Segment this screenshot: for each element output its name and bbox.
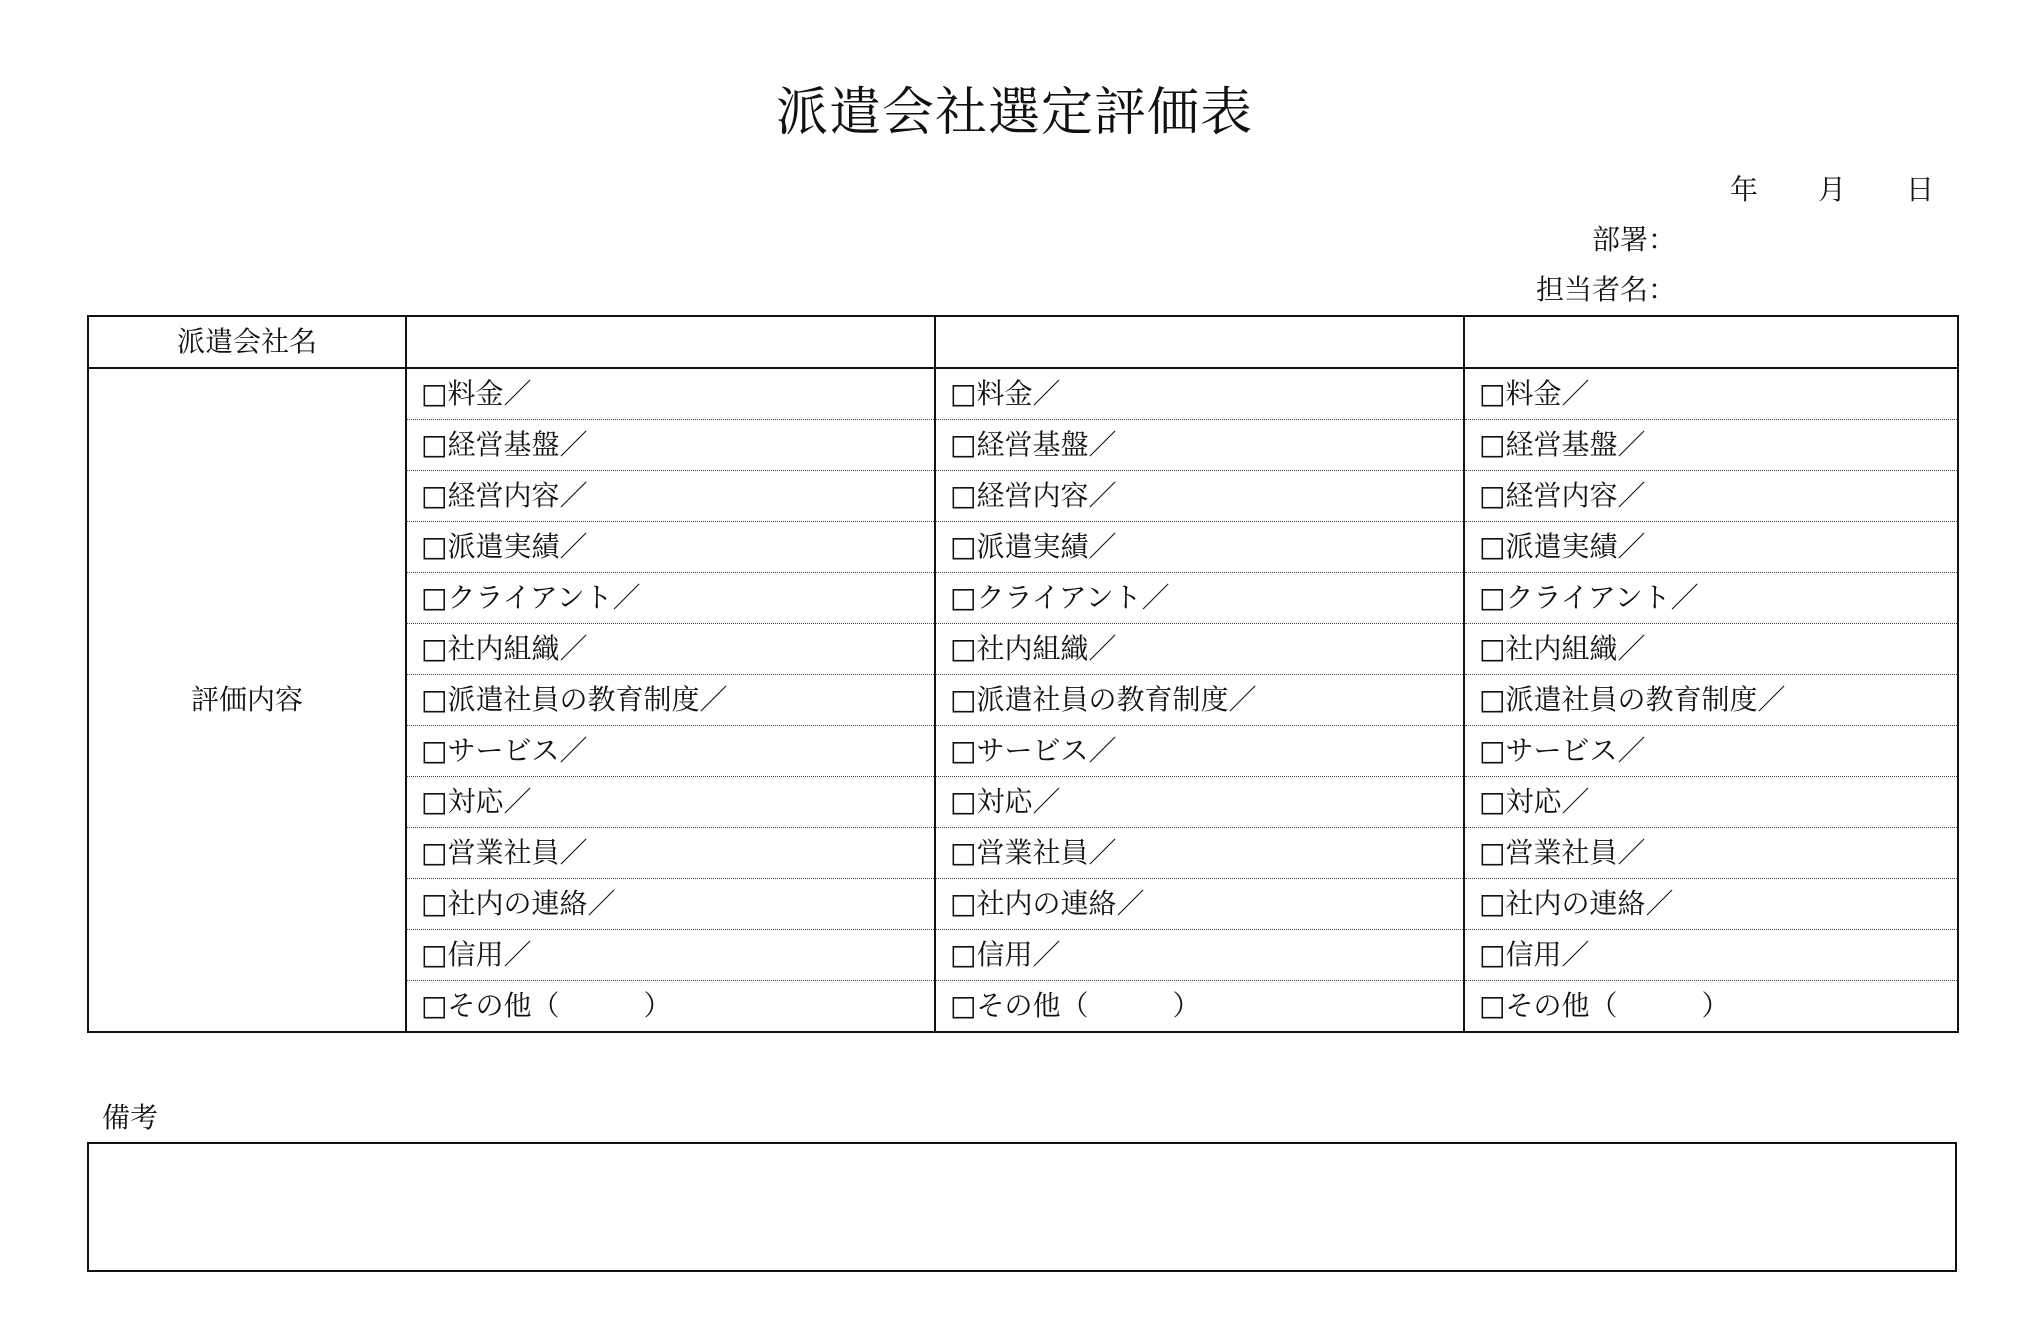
remarks-box[interactable] [87,1142,1957,1272]
department-label: 部署： [1592,223,1677,256]
criteria-checkbox-item[interactable]: □その他（ ） [406,981,935,1033]
remarks-label: 備考 [102,1101,159,1134]
criteria-checkbox-item[interactable]: □社内組織／ [406,624,935,675]
day-label: 日 [1906,173,1935,206]
criteria-checkbox-item[interactable]: □派遣社員の教育制度／ [1464,675,1958,726]
criteria-checkbox-item[interactable]: □経営内容／ [406,471,935,522]
company-name-cell-2[interactable] [935,316,1464,368]
person-label: 担当者名： [1536,273,1677,306]
company-name-cell-1[interactable] [406,316,935,368]
criteria-checkbox-item[interactable]: □営業社員／ [406,828,935,879]
criteria-checkbox-item[interactable]: □料金／ [406,368,935,420]
criteria-checkbox-item[interactable]: □社内組織／ [935,624,1464,675]
criteria-checkbox-item[interactable]: □営業社員／ [935,828,1464,879]
criteria-checkbox-item[interactable]: □その他（ ） [935,981,1464,1033]
criteria-row [88,368,1958,420]
criteria-checkbox-item[interactable]: □経営基盤／ [406,420,935,471]
criteria-checkbox-item[interactable]: □サービス／ [935,726,1464,777]
criteria-checkbox-item[interactable]: □営業社員／ [1464,828,1958,879]
criteria-checkbox-item[interactable]: □経営基盤／ [1464,420,1958,471]
criteria-checkbox-item[interactable]: □クライアント／ [935,573,1464,624]
company-name-row [88,316,1958,368]
criteria-checkbox-item[interactable]: □社内の連絡／ [935,879,1464,930]
criteria-checkbox-item[interactable]: □料金／ [935,368,1464,420]
criteria-checkbox-item[interactable]: □サービス／ [1464,726,1958,777]
criteria-checkbox-item[interactable]: □派遣実績／ [1464,522,1958,573]
evaluation-table [87,315,1959,1033]
month-label: 月 [1818,173,1847,206]
criteria-checkbox-item[interactable]: □その他（ ） [1464,981,1958,1033]
criteria-checkbox-item[interactable]: □派遣実績／ [406,522,935,573]
criteria-checkbox-item[interactable]: □社内の連絡／ [406,879,935,930]
criteria-checkbox-item[interactable]: □派遣実績／ [935,522,1464,573]
page-title: 派遣会社選定評価表 [775,83,1253,143]
criteria-checkbox-item[interactable]: □信用／ [935,930,1464,981]
criteria-checkbox-item[interactable]: □経営基盤／ [935,420,1464,471]
criteria-label: 評価内容 [88,368,406,1032]
criteria-checkbox-item[interactable]: □クライアント／ [1464,573,1958,624]
criteria-checkbox-item[interactable]: □サービス／ [406,726,935,777]
year-label: 年 [1730,173,1759,206]
criteria-checkbox-item[interactable]: □派遣社員の教育制度／ [406,675,935,726]
criteria-checkbox-item[interactable]: □派遣社員の教育制度／ [935,675,1464,726]
criteria-checkbox-item[interactable]: □経営内容／ [1464,471,1958,522]
criteria-checkbox-item[interactable]: □クライアント／ [406,573,935,624]
criteria-checkbox-item[interactable]: □社内組織／ [1464,624,1958,675]
date-line [1700,170,1940,210]
company-name-label: 派遣会社名 [88,316,406,368]
criteria-checkbox-item[interactable]: □対応／ [1464,777,1958,828]
criteria-checkbox-item[interactable]: □対応／ [406,777,935,828]
criteria-checkbox-item[interactable]: □社内の連絡／ [1464,879,1958,930]
criteria-checkbox-item[interactable]: □信用／ [406,930,935,981]
criteria-checkbox-item[interactable]: □信用／ [1464,930,1958,981]
criteria-checkbox-item[interactable]: □経営内容／ [935,471,1464,522]
criteria-checkbox-item[interactable]: □対応／ [935,777,1464,828]
criteria-checkbox-item[interactable]: □料金／ [1464,368,1958,420]
company-name-cell-3[interactable] [1464,316,1958,368]
